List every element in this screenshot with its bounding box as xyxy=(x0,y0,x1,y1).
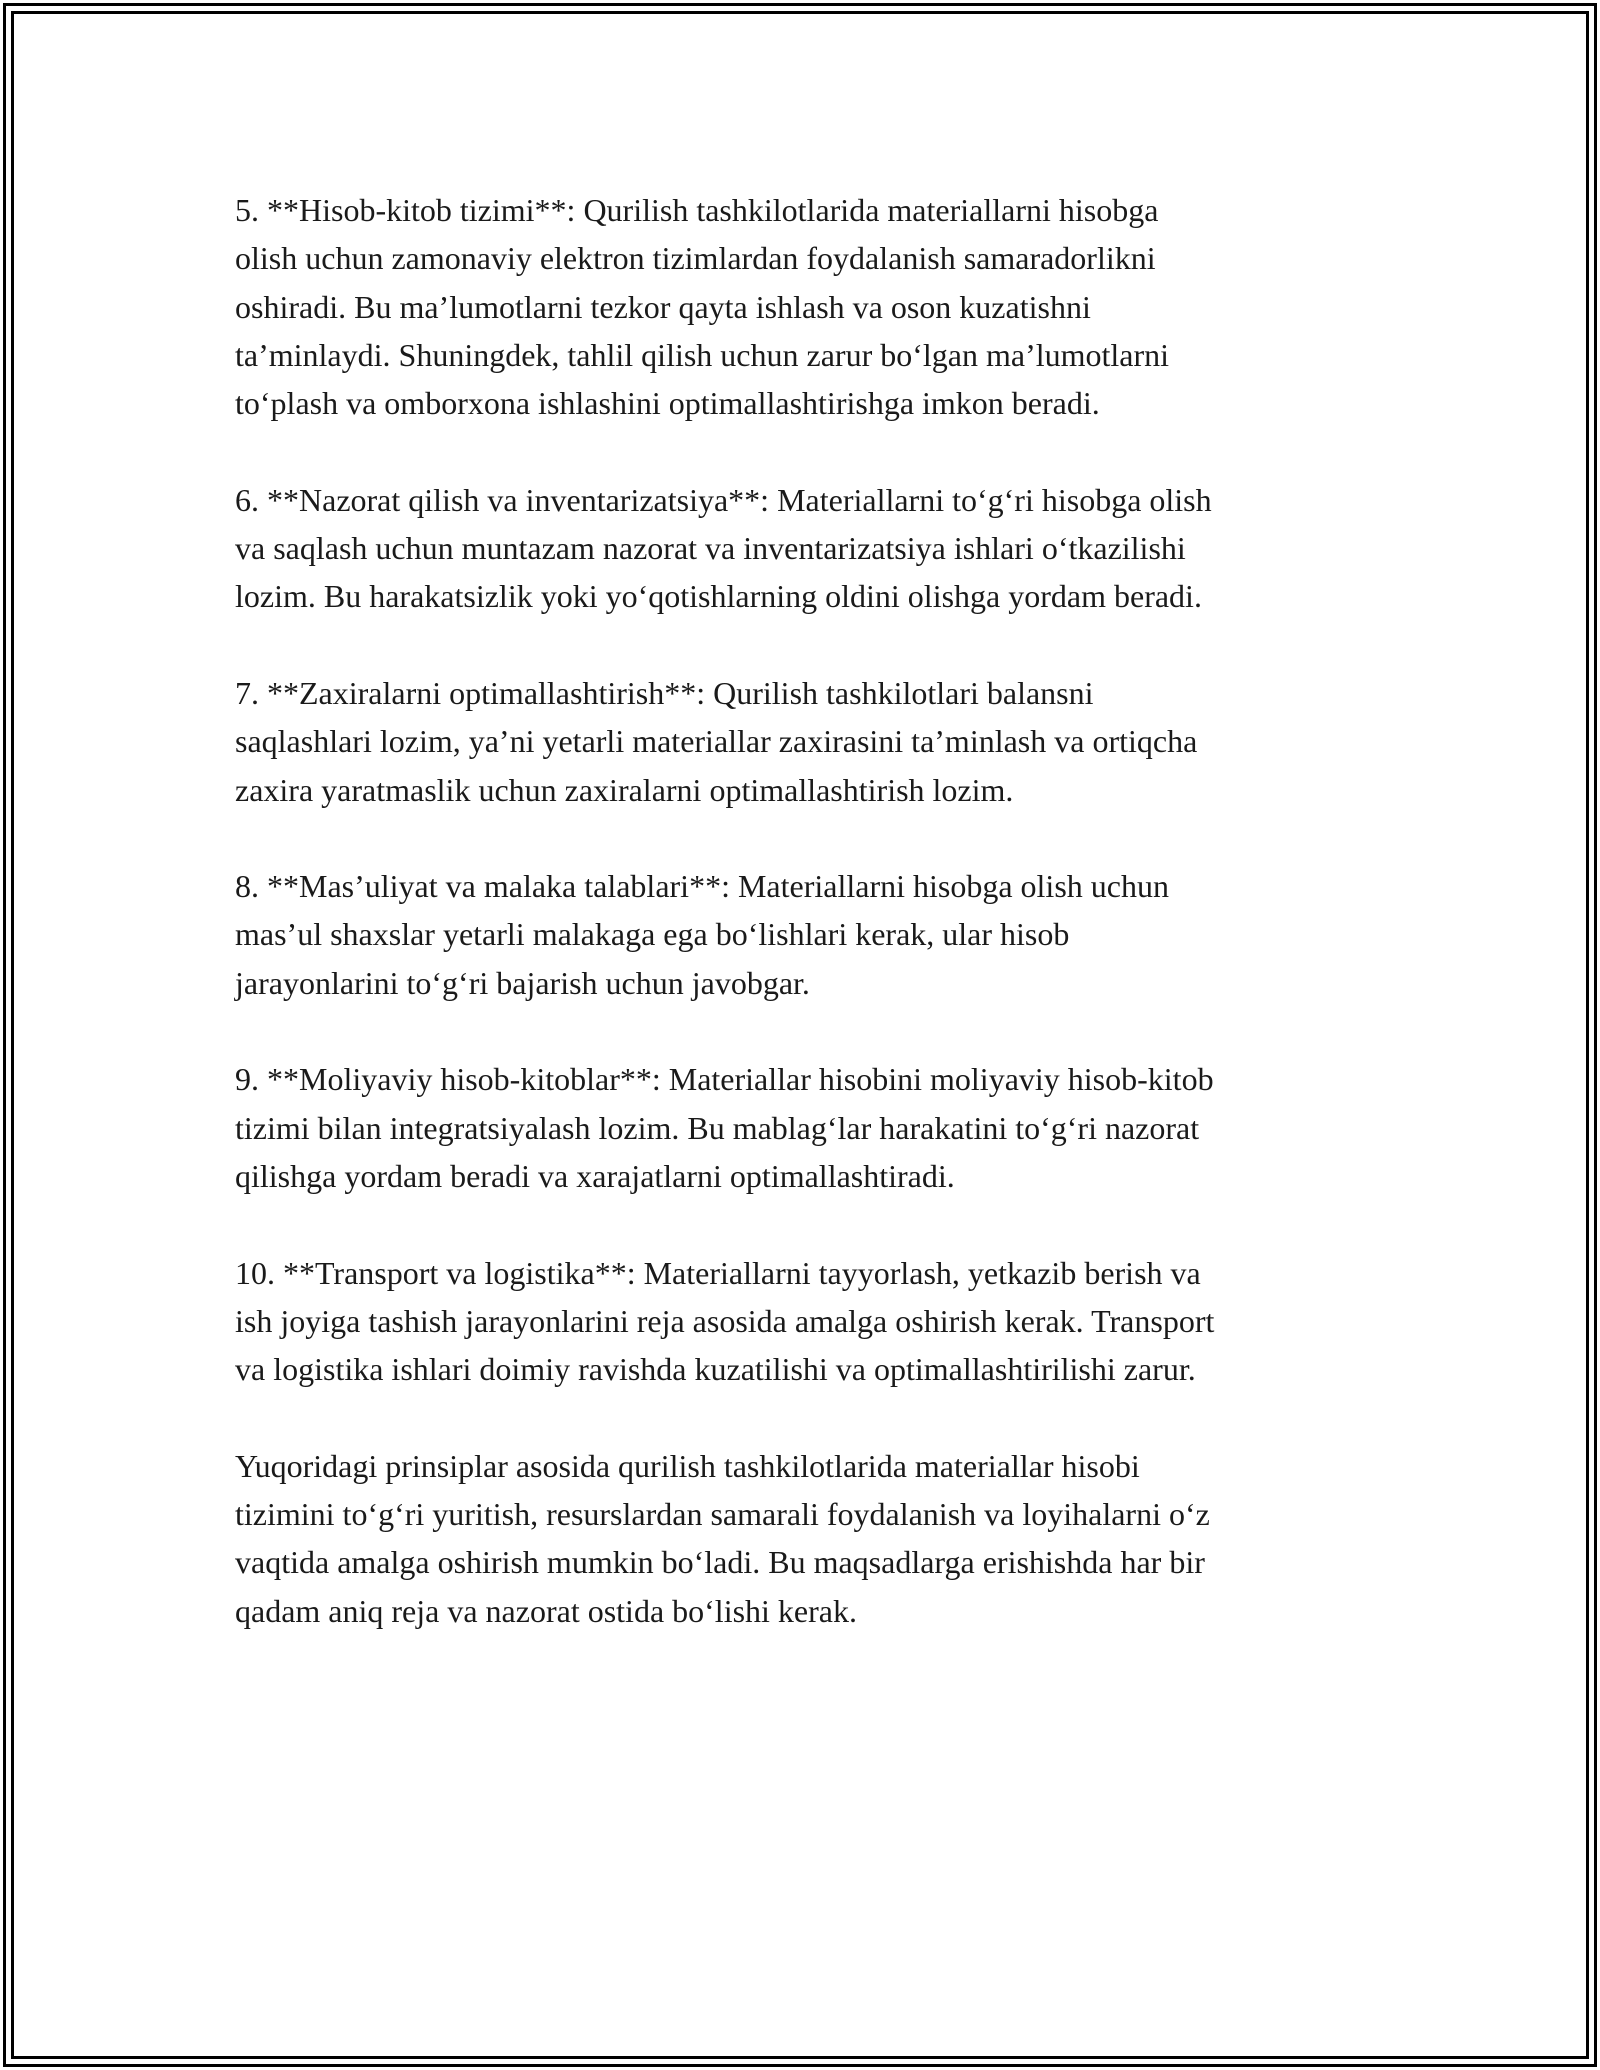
paragraph-conclusion: Yuqoridagi prinsiplar asosida qurilish tashkilotlarida materiallar hisobi tizimini toʻgʻri yuritish, resurslardan samarali foydalanish va loyihalarni oʻz vaqtida amalga oshirish mumkin boʻladi. Bu maqsadlarga erishishda har bir qadam aniq reja va nazorat ostida boʻlishi kerak. xyxy=(235,1447,1210,1629)
paragraph-responsibility: 8. **Mas’uliyat va malaka talablari**: Materiallarni hisobga olish uchun mas’ul shaxslar yetarli malakaga ega boʻlishlari kerak, ular hisob jarayonlarini toʻgʻri bajarish uchun javobgar. xyxy=(235,868,1169,1001)
paragraph-control-inventory: 6. **Nazorat qilish va inventarizatsiya**: Materiallarni toʻgʻri hisobga olish va saqlash uchun muntazam nazorat va inventarizatsiya ishlari oʻtkazilishi lozim. Bu harakatsizlik yoki yoʻqotishlarning oldini olishga yordam beradi. xyxy=(235,481,1212,615)
paragraph-financial-accounting: 9. **Moliyaviy hisob-kitoblar**: Materiallar hisobini moliyaviy hisob-kitob tizimi bilan integratsiyalash lozim. Bu mablagʻlar harakatini toʻgʻri nazorat qilishga yordam beradi va xarajatlarni optimallashtiradi. xyxy=(235,1061,1214,1194)
paragraph-transport-logistics: 10. **Transport va logistika**: Materiallarni tayyorlash, yetkazib berish va ish joyiga tashish jarayonlarini reja asosida amalga oshirish kerak. Transport va logistika ishlari doimiy ravishda kuzatilishi va optimallashtirilishi zarur. xyxy=(235,1254,1215,1388)
paragraph-stock-optimization: 7. **Zaxiralarni optimallashtirish**: Qurilish tashkilotlari balansni saqlashlari lozim, ya’ni yetarli materiallar zaxirasini ta’minlash va ortiqcha zaxira yaratmaslik uchun zaxiralarni optimallashtirish lozim. xyxy=(235,674,1198,808)
document-body xyxy=(235,186,1375,1683)
paragraph-accounting-system: 5. **Hisob-kitob tizimi**: Qurilish tashkilotlarida materiallarni hisobga olish uchun zamonaviy elektron tizimlardan foydalanish samaradorlikni oshiradi. Bu ma’lumotlarni tezkor qayta ishlash va oson kuzatishni ta’minlaydi. Shuningdek, tahlil qilish uchun zarur boʻlgan ma’lumotlarni toʻplash va omborxona ishlashini optimallashtirishga imkon beradi. xyxy=(235,192,1170,422)
